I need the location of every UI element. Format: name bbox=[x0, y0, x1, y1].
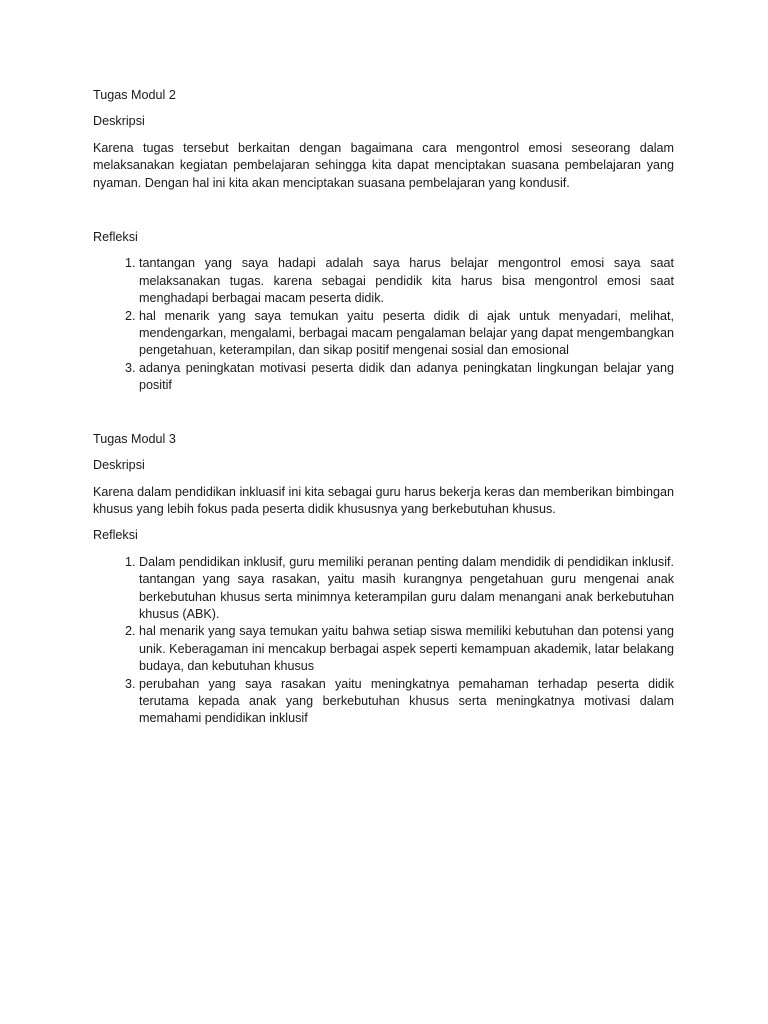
spacer bbox=[93, 201, 674, 229]
list-item: 3. perubahan yang saya rasakan yaitu meningkatnya pemahaman terhadap peserta didik terutama kepada anak yang berkebutuhan khusus serta meningkatnya motivasi dalam memahami pendidikan inklusif bbox=[139, 676, 674, 728]
section-tugas-modul-2 bbox=[93, 87, 674, 395]
list-item: 2. hal menarik yang saya temukan yaitu bahwa setiap siswa memiliki kebutuhan dan potensi yang unik. Keberagaman ini mencakup berbagai aspek seperti kemampuan akademik, latar belakang budaya, dan kebutuhan khusus bbox=[139, 623, 674, 675]
deskripsi-paragraph: Karena dalam pendidikan inkluasif ini kita sebagai guru harus bekerja keras dan memberikan bimbingan khusus yang lebih fokus pada peserta didik khususnya yang berkebutuhan khusus. bbox=[93, 484, 674, 516]
section-title: Tugas Modul 2 bbox=[93, 88, 176, 102]
document-body bbox=[93, 87, 674, 728]
section-title: Tugas Modul 3 bbox=[93, 431, 176, 446]
deskripsi-label: Deskripsi bbox=[93, 458, 145, 473]
list-item: 1. Dalam pendidikan inklusif, guru memiliki peranan penting dalam mendidik di pendidikan inklusif. tantangan yang saya rasakan, yaitu masih kurangnya pengetahuan guru mengenai anak berkebutuhan khusus serta minimnya keterampilan guru dalam menangani anak berkebutuhan khusus (ABK). bbox=[139, 554, 674, 624]
refleksi-list bbox=[93, 255, 674, 394]
refleksi-label: Refleksi bbox=[93, 528, 138, 543]
list-item: 2. hal menarik yang saya temukan yaitu peserta didik di ajak untuk menyadari, melihat, mendengarkan, mengalami, berbagai macam pengalaman belajar yang dapat mengembangkan pengetahuan, keterampilan, dan sikap positif mengenai sosial dan emosional bbox=[139, 308, 674, 360]
refleksi-label: Refleksi bbox=[93, 230, 138, 245]
list-item: 3. adanya peningkatan motivasi peserta didik dan adanya peningkatan lingkungan belajar yang positif bbox=[139, 360, 674, 395]
spacer bbox=[93, 395, 674, 431]
deskripsi-label: Deskripsi bbox=[93, 114, 145, 129]
deskripsi-paragraph: Karena tugas tersebut berkaitan dengan bagaimana cara mengontrol emosi seseorang dalam melaksanakan kegiatan pembelajaran sehingga kita dapat menciptakan suasana pembelajaran yang nyaman. Dengan hal ini kita akan menciptakan suasana pembelajaran yang kondusif. bbox=[93, 140, 674, 190]
refleksi-list bbox=[93, 554, 674, 728]
section-tugas-modul-3 bbox=[93, 431, 674, 728]
list-item: 1. tantangan yang saya hadapi adalah saya harus belajar mengontrol emosi saya saat melaksanakan tugas. karena sebagai pendidik kita harus bisa mengontrol emosi saat menghadapi berbagai macam peserta didik. bbox=[139, 255, 674, 307]
